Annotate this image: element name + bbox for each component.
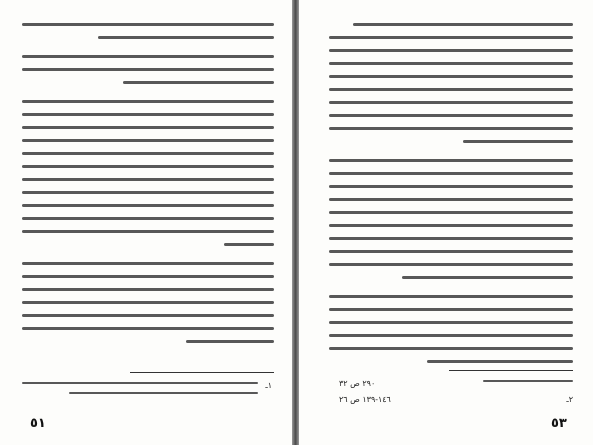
right-page-body-text <box>329 18 573 368</box>
right-footnote-1: ٢٩٠ ص ٣٢ <box>339 379 376 388</box>
right-footnote-divider <box>449 370 573 371</box>
left-page-number: ٥١ <box>30 416 46 431</box>
right-page-number: ٥٣ <box>551 416 567 431</box>
left-footnote-number: ١ـ <box>265 381 272 390</box>
book-gutter <box>292 0 299 445</box>
left-page <box>0 0 292 445</box>
left-footnote-divider <box>130 372 274 373</box>
right-footnote-2-number: ٢ـ <box>566 395 573 404</box>
right-footnote-2: ١٤٦-١٣٩ ص ٢٦ <box>339 395 391 404</box>
left-footnote-text <box>22 378 258 398</box>
right-page <box>299 0 593 445</box>
left-page-body-text <box>22 18 274 348</box>
right-footnote-1-text <box>483 376 573 386</box>
